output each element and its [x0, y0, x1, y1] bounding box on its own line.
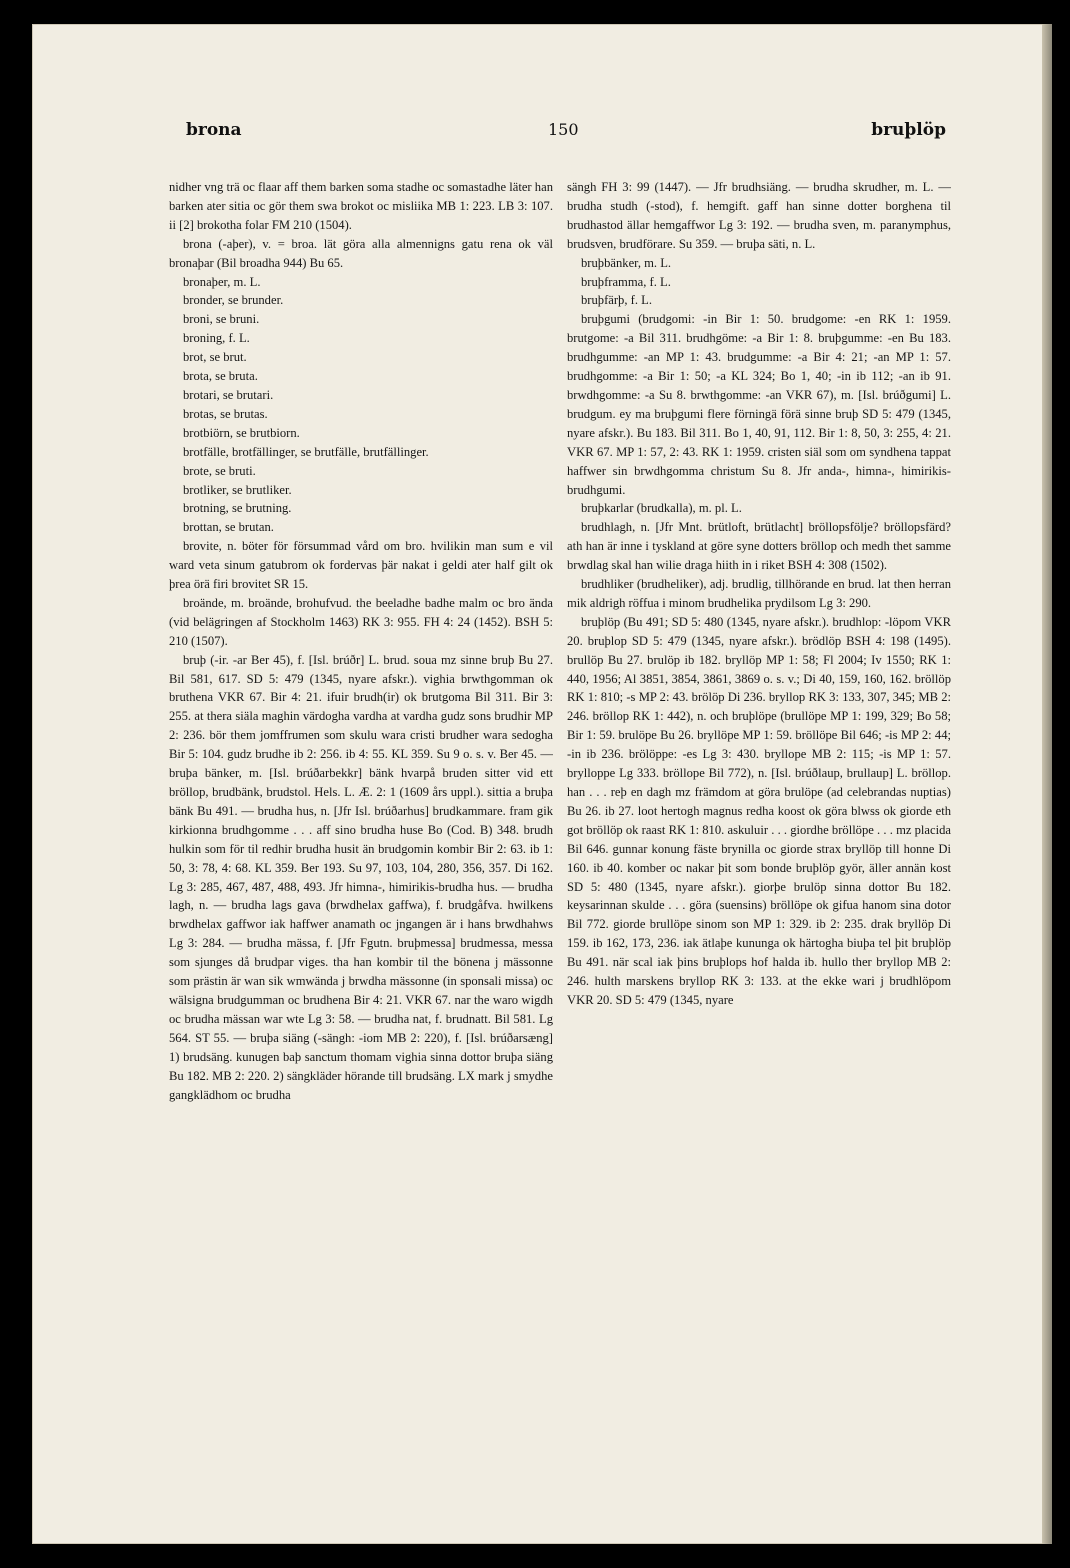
entry-continuation: nidher vng trä oc flaar aff them barken soma stadhe oc somastadhe läter han barken ater sitia oc gör them swa brokot oc misliika MB 1: 223. LB 3: 107. ii [2] brokotha folar FM 210 (1504). — [169, 180, 553, 232]
entry-brotliker: brotliker, se brutliker. — [183, 482, 292, 497]
entry-bruthbanker: bruþbänker, m. L. — [581, 255, 672, 270]
entry-brotari: brotari, se brutari. — [183, 387, 274, 402]
entry-broande: broände, m. broände, brohufvud. the beeladhe badhe malm oc bro ända (vid belägringen af Stockholm 1463) RK 3: 955. FH 4: 24 (1452). BSH 5: 210 (1507). — [169, 595, 553, 648]
entry-bruthframma: bruþframma, f. L. — [581, 274, 671, 289]
entry-bronder: bronder, se brunder. — [183, 293, 284, 308]
entry-bronather: bronaþer, m. L. — [183, 274, 261, 289]
entry-brote: brote, se bruti. — [183, 463, 256, 478]
entry-broning: broning, f. L. — [183, 331, 250, 346]
entry-broni: broni, se bruni. — [183, 312, 260, 327]
entry-brotning: brotning, se brutning. — [183, 501, 292, 516]
entry-brudhliker: brudhliker (brudheliker), adj. brudlig, tillhörande en brud. lat then herran mik aldrigh röffua i minom brudhelika prydilsom Lg 3: 290. — [567, 577, 951, 610]
right-column — [567, 178, 951, 1498]
entry-brot: brot, se brut. — [183, 350, 247, 365]
entry-bruthlop: bruþlöp (Bu 491; SD 5: 480 (1345, nyare afskr.). brudhlop: -löpom VKR 20. bruþlop SD 5: 479 (1345, nyare afskr.). brödlöp BSH 4: 198 (1495). brullöp Bu 27. brulöp ib 182. bryllöp MP 1: 58; Fl 2004; Iv 1550; RK 1: 440, 1956; Al 3851, 3854, 3861, 3869 o. s. v.; Di 40, 159, 160, 162. bröllöp RK 1: 810; -s MP 2: 43. brölöp Di 236. bryllop RK 3: 133, 307, 345; MB 2: 246. bröllop RK 1: 442), n. och bruþlöpe (brullöpe MP 1: 199, 329; Bo 58; Bir 1: 59. brulöpe Bu 26. bryllöpe MP 1: 59. bröllöpe Bil 646; -is MP 2: 44; -in ib 236. brölöppe: -es Lg 3: 430. bryllope MB 2: 115; -is MP 1: 57. brylloppe Lg 333. bröllope Bil 772), n. [Isl. brúðlaup, brullaup] L. bröllop. han . . . reþ en dagh mz främdom at göra brulöpe (ad celebrandas nuptias) Bu 26. ib 27. loot hertogh magnus redha koost ok göra blwss ok giorde eth got bröllöp ok raast RK 1: 810. askuluir . . . giordhe bröllöpe . . . mz placida Bil 646. gunnar konung fäste brynilla oc giorde strax bryllöp till honne Di 160. ib 40. komber oc nakar þit som bonde bruþlöp györ, äller annän kost SD 5: 480 (1345, nyare afskr.). giorþe brulöp sinna dottor Bu 182. keysarinnan skulde . . . göra (suensins) bröllöpe ok gifua hanom sina dotor Bil 772. giorde brullöpe sinom son MP 1: 329. ib 2: 235. drak bryllöp Di 159. ib 162, 173, 236. iak ätlaþe kununga ok härtogha biuþa tel þit bruþlöp Bu 491. när scal iak þins bruþlops hof halda ib. hullo ther bryllop MB 2: 246. hulth marskens bryllop RK 3: 133. at the ekke wari j brudhlöpom VKR 20. SD 5: 479 (1345, nyare — [567, 614, 951, 1007]
header-left-word: brona — [186, 120, 242, 140]
entry-bruthfarth: bruþfärþ, f. L. — [581, 293, 652, 308]
entry-brota: brota, se bruta. — [183, 369, 258, 384]
entry-bruthkarlar: bruþkarlar (brudkalla), m. pl. L. — [581, 501, 742, 516]
left-column — [169, 178, 553, 1498]
entry-brottan: brottan, se brutan. — [183, 520, 274, 535]
entry-brona: brona (-aþer), v. = broa. lät göra alla almennigns gatu rena ok väl bronaþar (Bil broadha 944) Bu 65. — [169, 236, 553, 270]
entry-bruthgumi: bruþgumi (brudgomi: -in Bir 1: 50. brudgome: -en RK 1: 1959. brutgome: -a Bil 311. brudhgöme: -a Bir 1: 8. bruþgumme: -en Bu 183. brudhgumme: -an MP 1: 43. brudgumme: -a Bir 4: 21; -an MP 1: 57. brudhgomme: -a Bir 1: 50; -a KL 324; Bo 1, 40; -in ib 112; -an ib 91. brwdhgomme: -a Su 8. brwthgomme: -an VKR 67), m. [Isl. brúðgumi] L. brudgum. ey ma bruþgumi flere förningä förä sinne bruþ SD 5: 479 (1345, nyare afskr.). Bu 183. Bil 311. Bo 1, 40, 91, 112. Bir 1: 8, 50, 3: 255, 4: 21. VKR 67. MP 1: 57, 2: 43. RK 1: 1959. cristen siäl som om syndhena tappat haffwer sin brwdhgomma christum Su 8. Jfr anda-, himna-, himirikis-brudhgumi. — [567, 312, 951, 497]
entry-brovite: brovite, n. böter för försummad vård om bro. hvilikin man sum e vil ward veta sinum gatubrom ok fordervas þär nakat i geldi ater half gilt ok þrea örä firi brovitet SR 15. — [169, 539, 553, 592]
entry-brotbiorn: brotbiörn, se brutbiorn. — [183, 425, 300, 440]
entry-bruth: bruþ (-ir. -ar Ber 45), f. [Isl. brúðr] L. brud. soua mz sinne bruþ Bu 27. Bil 581, 617. SD 5: 479 (1345, nyare afskr.). vighia brwthgomman ok bruthena VKR 67. Bir 4: 21. ifuir brudh(ir) ok brutgoma Bil 311. Bir 3: 255. at thera siäla maghin värdogha vardha at vardha gudz sons brudhir MP 2: 236. bör them jomffrumen som skulu wara cristi brudher wara sedogha Bir 5: 104. gudz brudhe ib 2: 256. ib 4: 55. KL 359. Su 9 o. s. v. Ber 45. — bruþa bänker, m. [Isl. brúðarbekkr] bänk hvarpå bruden sitter vid ett bröllop, brudbänk, brudstol. Hels. L. Æ. 2: 1 (1609 års uppl.). sittia a bruþa bänk Bu 491. — brudha hus, n. [Jfr Isl. brúðarhus] brudkammare. fram gik kirkionna brudhgomme . . . aff sino brudha huse Bo (Cod. B) 348. brudh hulkin som för til redhir brudha husit än brudgomin kombir Bir 2: 63. ib 1: 50, 3: 78, 4: 68. KL 359. Ber 193. Su 97, 103, 104, 280, 356, 357. Di 162. Lg 3: 285, 467, 487, 488, 493. Jfr himna-, himirikis-brudha hus. — brudha lagh, n. — brudha lags gava (brwdhelax gaffwa), f. brudgåfva. hwilkens brwdhelax gaffwor iak haffwer anamath oc jngangen är i hans brwdhahws Lg 3: 284. — brudha mässa, f. [Jfr Fgutn. bruþmessa] brudmessa, messa som sjunges då brudpar viges. tha han kombir til the bönena j mässonne som prästin är wan sik wmwända j brwdha mässonne (in sponsali missa) oc wälsigna brudgumman oc brudhena Bir 4: 21. VKR 67. nar the waro wigdh oc brudha mässan war wte Lg 3: 58. — brudha nat, f. brudnatt. Bil 581. Lg 564. ST 55. — bruþa siäng (-sängh: -iom MB 2: 220), f. [Isl. brúðarsæng] 1) brudsäng. kunugen baþ sanctum thomam vighia sinna dottor bruþa siäng Bu 182. MB 2: 220. 2) sängkläder hörande till brudsäng. LX mark j smydhe gangklädhom oc brudha — [169, 652, 553, 1102]
entry-brotfalle: brotfälle, brotfällinger, se brutfälle, brutfällinger. — [183, 444, 429, 459]
running-header — [186, 120, 946, 150]
page-edge-shadow — [1042, 24, 1052, 1544]
entry-continuation: sängh FH 3: 99 (1447). — Jfr brudhsiäng. — brudha skrudher, m. L. — brudha studh (-stod), f. hemgift. gaff han sinne dotter borghena til brudhastod ällar hemgaffwor Lg 3: 192. — brudha sven, m. paranymphus, brudsven, brudförare. Su 359. — bruþa säti, n. L. — [567, 180, 951, 251]
entry-brudhlagh: brudhlagh, n. [Jfr Mnt. brütloft, brütlacht] bröllopsfölje? bröllopsfärd? ath han är inne i tyskland at göre syne dotters bröllop och medh thet samme brwdlag skal han wilie draga hiith in i riket BSH 4: 308 (1502). — [567, 520, 951, 573]
page-number: 150 — [548, 120, 579, 139]
entry-brotas: brotas, se brutas. — [183, 406, 268, 421]
header-right-word: bruþlöp — [871, 120, 946, 140]
